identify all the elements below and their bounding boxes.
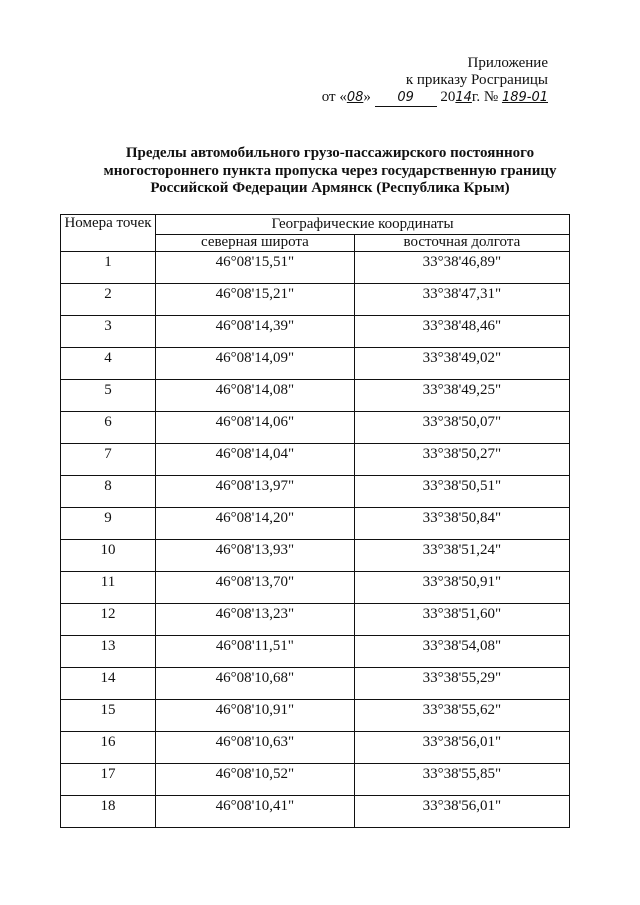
cell-latitude: 46°08'14,20" — [156, 508, 355, 540]
cell-longitude: 33°38'55,85" — [354, 764, 569, 796]
order-number: 189-01 — [501, 90, 548, 105]
date-prefix: от « — [321, 89, 347, 105]
title-line-1: Пределы автомобильного грузо-пассажирского постоянного — [125, 145, 535, 161]
document-title — [60, 145, 600, 198]
cell-latitude: 46°08'13,70" — [156, 572, 355, 604]
cell-longitude: 33°38'55,29" — [354, 668, 569, 700]
cell-point-number: 14 — [61, 668, 156, 700]
cell-point-number: 12 — [61, 604, 156, 636]
cell-longitude: 33°38'48,46" — [354, 316, 569, 348]
appendix-date-line — [322, 89, 548, 107]
cell-longitude: 33°38'50,91" — [354, 572, 569, 604]
cell-longitude: 33°38'56,01" — [354, 732, 569, 764]
cell-point-number: 6 — [61, 412, 156, 444]
coordinates-table — [60, 214, 570, 828]
cell-latitude: 46°08'10,52" — [156, 764, 355, 796]
cell-point-number: 16 — [61, 732, 156, 764]
cell-point-number: 8 — [61, 476, 156, 508]
date-month: 09 — [375, 89, 437, 107]
table-body — [61, 252, 570, 828]
table-row — [61, 572, 570, 604]
table-row — [61, 636, 570, 668]
cell-longitude: 33°38'51,60" — [354, 604, 569, 636]
table-row — [61, 668, 570, 700]
cell-point-number: 4 — [61, 348, 156, 380]
cell-latitude: 46°08'14,04" — [156, 444, 355, 476]
header-point-number: Номера точек — [61, 215, 156, 252]
cell-point-number: 5 — [61, 380, 156, 412]
appendix-order-ref: к приказу Росграницы — [405, 72, 548, 88]
table-row — [61, 412, 570, 444]
cell-latitude: 46°08'15,21" — [156, 284, 355, 316]
cell-longitude: 33°38'49,25" — [354, 380, 569, 412]
table-row — [61, 444, 570, 476]
header-east-longitude: восточная долгота — [354, 235, 569, 252]
cell-longitude: 33°38'50,27" — [354, 444, 569, 476]
cell-latitude: 46°08'10,63" — [156, 732, 355, 764]
cell-latitude: 46°08'10,68" — [156, 668, 355, 700]
cell-latitude: 46°08'14,08" — [156, 380, 355, 412]
cell-latitude: 46°08'13,93" — [156, 540, 355, 572]
header-geo-coordinates: Географические координаты — [156, 215, 570, 235]
date-sep: » — [363, 89, 371, 105]
cell-longitude: 33°38'56,01" — [354, 796, 569, 828]
date-year-prefix: 20 — [440, 89, 456, 105]
cell-longitude: 33°38'50,07" — [354, 412, 569, 444]
cell-longitude: 33°38'46,89" — [354, 252, 569, 284]
cell-longitude: 33°38'47,31" — [354, 284, 569, 316]
date-day: 08 — [346, 90, 364, 105]
cell-point-number: 18 — [61, 796, 156, 828]
table-row — [61, 732, 570, 764]
appendix-header — [322, 55, 548, 107]
cell-latitude: 46°08'14,39" — [156, 316, 355, 348]
title-line-3: Российской Федерации Армянск (Республика Крым) — [150, 180, 510, 196]
cell-latitude: 46°08'10,91" — [156, 700, 355, 732]
cell-longitude: 33°38'51,24" — [354, 540, 569, 572]
table-row — [61, 252, 570, 284]
cell-point-number: 1 — [61, 252, 156, 284]
table-row — [61, 508, 570, 540]
table-row — [61, 316, 570, 348]
cell-point-number: 7 — [61, 444, 156, 476]
cell-point-number: 11 — [61, 572, 156, 604]
cell-latitude: 46°08'14,06" — [156, 412, 355, 444]
cell-point-number: 17 — [61, 764, 156, 796]
cell-point-number: 2 — [61, 284, 156, 316]
cell-point-number: 10 — [61, 540, 156, 572]
table-row — [61, 348, 570, 380]
cell-latitude: 46°08'10,41" — [156, 796, 355, 828]
title-line-2: многостороннего пункта пропуска через государственную границу — [103, 162, 557, 179]
cell-longitude: 33°38'49,02" — [354, 348, 569, 380]
cell-point-number: 9 — [61, 508, 156, 540]
cell-longitude: 33°38'55,62" — [354, 700, 569, 732]
cell-point-number: 15 — [61, 700, 156, 732]
cell-latitude: 46°08'15,51" — [156, 252, 355, 284]
table-row — [61, 476, 570, 508]
table-row — [61, 764, 570, 796]
table-row — [61, 700, 570, 732]
date-year-suffix: 14 — [455, 90, 472, 105]
cell-longitude: 33°38'50,51" — [354, 476, 569, 508]
table-row — [61, 284, 570, 316]
table-row — [61, 796, 570, 828]
cell-longitude: 33°38'54,08" — [354, 636, 569, 668]
table-row — [61, 540, 570, 572]
table-row — [61, 380, 570, 412]
cell-latitude: 46°08'14,09" — [156, 348, 355, 380]
cell-latitude: 46°08'13,23" — [156, 604, 355, 636]
date-year-unit: г. № — [471, 89, 499, 105]
appendix-label: Приложение — [467, 55, 548, 71]
table-row — [61, 604, 570, 636]
cell-latitude: 46°08'11,51" — [156, 636, 355, 668]
cell-longitude: 33°38'50,84" — [354, 508, 569, 540]
header-north-latitude: северная широта — [156, 235, 355, 252]
cell-latitude: 46°08'13,97" — [156, 476, 355, 508]
cell-point-number: 3 — [61, 316, 156, 348]
cell-point-number: 13 — [61, 636, 156, 668]
